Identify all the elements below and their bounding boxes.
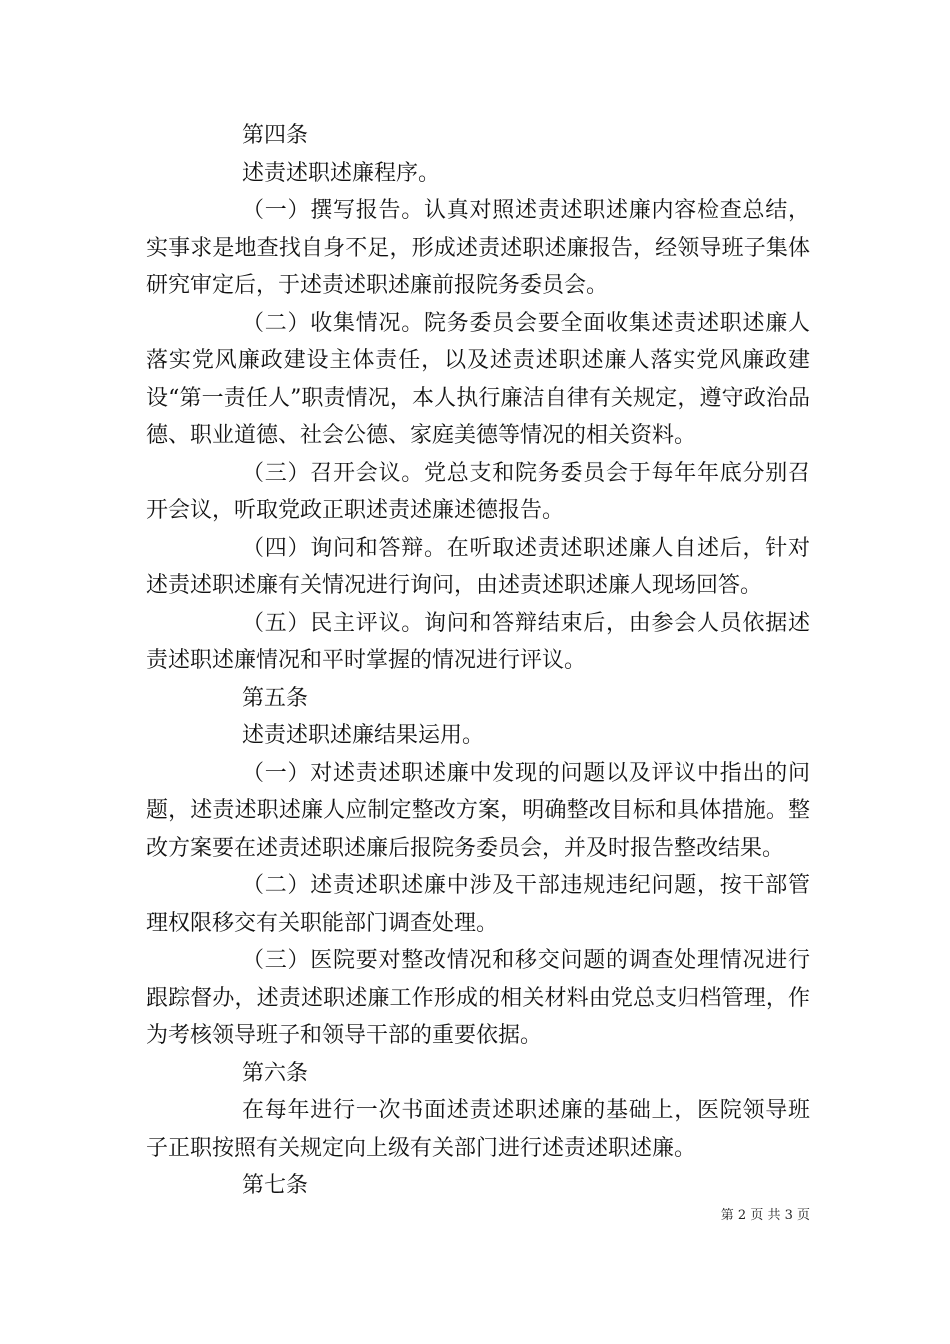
article-4-heading: 第四条 xyxy=(242,123,309,148)
article-4-item-1: （一）撰写报告。认真对照述责述职述廉内容检查总结，实事求是地查找自身不足，形成述责述职述廉报告，经领导班子集体研究审定后，于述责述职述廉前报院务委员会。 xyxy=(146,198,810,298)
article-5-title: 述责述职述廉结果运用。 xyxy=(242,723,485,748)
article-4-item-5: （五）民主评议。询问和答辩结束后，由参会人员依据述责述职述廉情况和平时掌握的情况进行评议。 xyxy=(146,610,810,673)
article-6-heading: 第六条 xyxy=(242,1060,309,1086)
article-5-heading: 第五条 xyxy=(242,685,309,711)
article-4-item-2: （二）收集情况。院务委员会要全面收集述责述职述廉人落实党风廉政建设主体责任，以及述责述职述廉人落实党风廉政建设“第一责任人”职责情况，本人执行廉洁自律有关规定，遵守政治品德、职业道德、社会公德、家庭美德等情况的相关资料。 xyxy=(146,310,810,448)
article-4-item-4: （四）询问和答辩。在听取述责述职述廉人自述后，针对述责述职述廉有关情况进行询问，由述责述职述廉人现场回答。 xyxy=(146,535,810,598)
page-footer: 第 2 页 共 3 页 xyxy=(720,1208,810,1223)
document-body xyxy=(146,117,810,1205)
article-5-item-2: （二）述责述职述廉中涉及干部违规违纪问题，按干部管理权限移交有关职能部门调查处理。 xyxy=(146,873,810,936)
article-6-body: 在每年进行一次书面述责述职述廉的基础上，医院领导班子正职按照有关规定向上级有关部门进行述责述职述廉。 xyxy=(146,1098,810,1161)
article-5-item-3: （三）医院要对整改情况和移交问题的调查处理情况进行跟踪督办，述责述职述廉工作形成的相关材料由党总支归档管理，作为考核领导班子和领导干部的重要依据。 xyxy=(146,948,810,1048)
article-4-item-3: （三）召开会议。党总支和院务委员会于每年年底分别召开会议，听取党政正职述责述廉述德报告。 xyxy=(146,460,810,523)
article-5-item-1: （一）对述责述职述廉中发现的问题以及评议中指出的问题，述责述职述廉人应制定整改方案，明确整改目标和具体措施。整改方案要在述责述职述廉后报院务委员会，并及时报告整改结果。 xyxy=(146,760,810,861)
article-7-heading: 第七条 xyxy=(242,1173,309,1198)
article-4-title: 述责述职述廉程序。 xyxy=(242,160,441,186)
